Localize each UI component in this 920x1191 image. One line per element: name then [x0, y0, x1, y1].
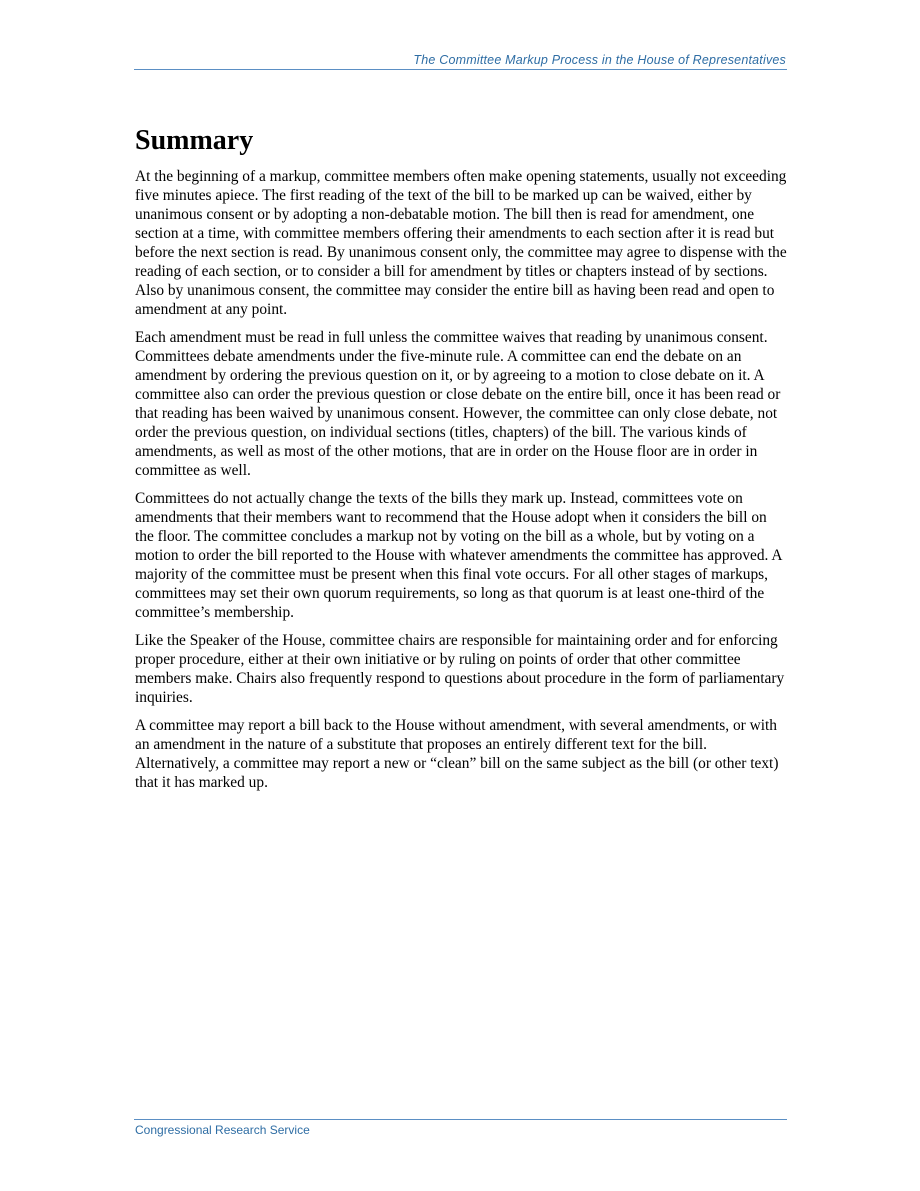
running-header-title: The Committee Markup Process in the House of Representatives [413, 53, 786, 67]
summary-body [135, 167, 787, 801]
paragraph-reporting-bill: A committee may report a bill back to the House without amendment, with several amendments, or with an amendment in the nature of a substitute that proposes an entirely different text for the bill. Alternatively, a committee may report a new or “clean” bill on the same subject as the bill (or other text) that it has marked up. [135, 717, 779, 791]
paragraph-amendment-debate: Each amendment must be read in full unless the committee waives that reading by unanimous consent. Committees debate amendments under the five-minute rule. A committee can end the debate on an amendment by ordering the previous question on it, or by agreeing to a motion to close debate on it. A committee also can order the previous question or close debate on the entire bill, once it has been read or that reading has been waived by unanimous consent. However, the committee can only close debate, not order the previous question, on individual sections (titles, chapters) of the bill. The various kinds of amendments, as well as most of the other motions, that are in order on the House floor are in order in committee as well. [135, 329, 781, 479]
section-title: Summary [135, 125, 254, 156]
paragraph-final-vote: Committees do not actually change the texts of the bills they mark up. Instead, committees vote on amendments that their members want to recommend that the House adopt when it considers the bill on the floor. The committee concludes a markup not by voting on the bill as a whole, but by voting on a motion to order the bill reported to the House with whatever amendments the committee has approved. A majority of the committee must be present when this final vote occurs. For all other stages of markups, committees may set their own quorum requirements, so long as that quorum is at least one-third of the committee’s membership. [135, 490, 782, 621]
footer-divider [134, 1119, 787, 1120]
footer-organization: Congressional Research Service [135, 1123, 310, 1137]
header-divider [134, 69, 787, 70]
paragraph-opening-statements: At the beginning of a markup, committee members often make opening statements, usually not exceeding five minutes apiece. The first reading of the text of the bill to be marked up can be waived, either by unanimous consent or by adopting a non-debatable motion. The bill then is read for amendment, one section at a time, with committee members offering their amendments to each section after it is read but before the next section is read. By unanimous consent only, the committee may agree to dispense with the reading of each section, or to consider a bill for amendment by titles or chapters instead of by sections. Also by unanimous consent, the committee may consider the entire bill as having been read and open to amendment at any point. [135, 168, 787, 318]
paragraph-committee-chairs: Like the Speaker of the House, committee chairs are responsible for maintaining order and for enforcing proper procedure, either at their own initiative or by ruling on points of order that other committee members make. Chairs also frequently respond to questions about procedure in the form of parliamentary inquiries. [135, 632, 785, 706]
